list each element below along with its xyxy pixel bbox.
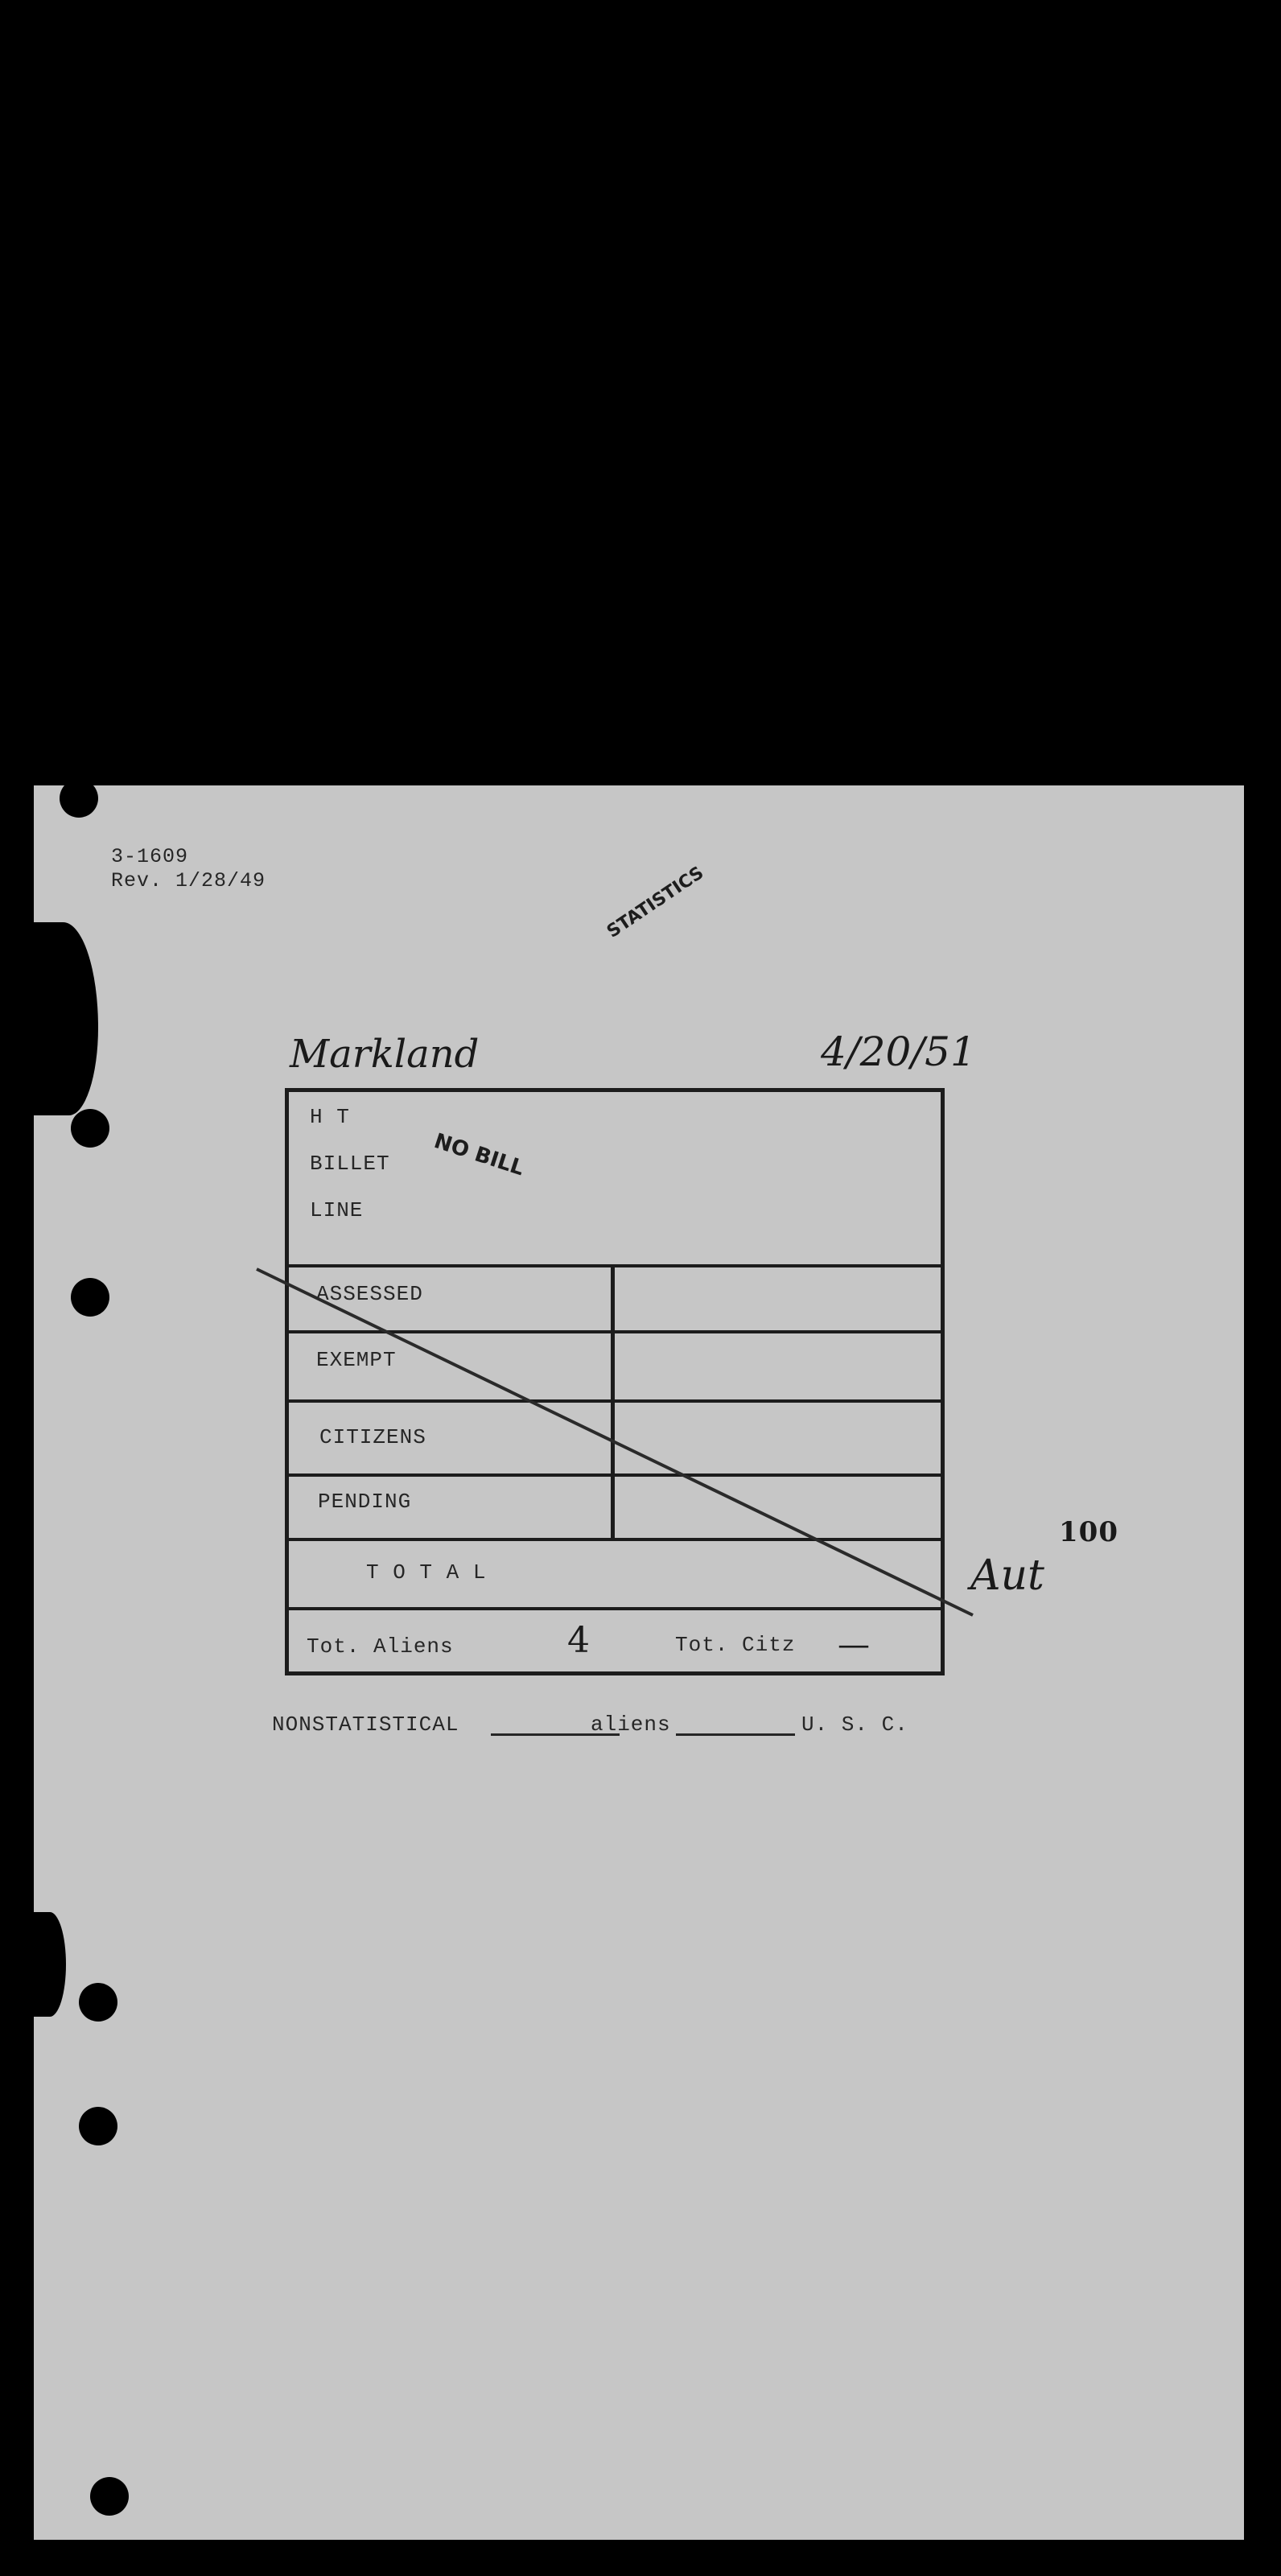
edge-damage xyxy=(34,922,98,1115)
table-rule xyxy=(289,1264,941,1267)
punch-hole xyxy=(79,1983,117,2022)
statistics-stamp: STATISTICS xyxy=(603,863,708,942)
punch-hole xyxy=(60,779,98,818)
row-label-exempt: EXEMPT xyxy=(316,1348,397,1372)
header-line-ht: H T xyxy=(310,1105,350,1129)
side-number: 100 xyxy=(1059,1516,1118,1548)
form-card xyxy=(34,785,1244,2540)
row-label-pending: PENDING xyxy=(318,1490,412,1514)
handwritten-initials: Aut xyxy=(970,1552,1044,1600)
statistics-table xyxy=(285,1088,945,1675)
punch-hole xyxy=(71,1278,109,1317)
tot-citizens-label: Tot. Citz xyxy=(675,1633,796,1657)
form-revision: Rev. 1/28/49 xyxy=(111,869,266,892)
tot-aliens-count: 4 xyxy=(567,1620,590,1661)
handwritten-date: 4/20/51 xyxy=(821,1028,976,1075)
handwritten-name: Markland xyxy=(290,1032,480,1077)
no-bill-stamp: NO BILL xyxy=(430,1129,527,1181)
tot-citizens-count: — xyxy=(838,1626,870,1663)
total-label: T O T A L xyxy=(366,1560,487,1585)
form-number: 3-1609 xyxy=(111,845,189,868)
tot-aliens-label: Tot. Aliens xyxy=(307,1634,454,1659)
footer-nonstatistical: NONSTATISTICAL xyxy=(272,1713,459,1737)
edge-damage xyxy=(34,1912,66,2017)
punch-hole xyxy=(90,2477,129,2516)
row-label-citizens: CITIZENS xyxy=(319,1425,426,1449)
footer-aliens: aliens xyxy=(591,1713,671,1737)
punch-hole xyxy=(79,2107,117,2145)
cancel-stroke xyxy=(257,1269,981,1688)
header-line-billet: BILLET xyxy=(310,1152,390,1176)
header-line-line: LINE xyxy=(310,1198,364,1222)
punch-hole xyxy=(71,1109,109,1148)
footer-blank-2 xyxy=(676,1733,795,1736)
row-label-assessed: ASSESSED xyxy=(316,1282,423,1306)
footer-usc: U. S. C. xyxy=(801,1713,908,1737)
